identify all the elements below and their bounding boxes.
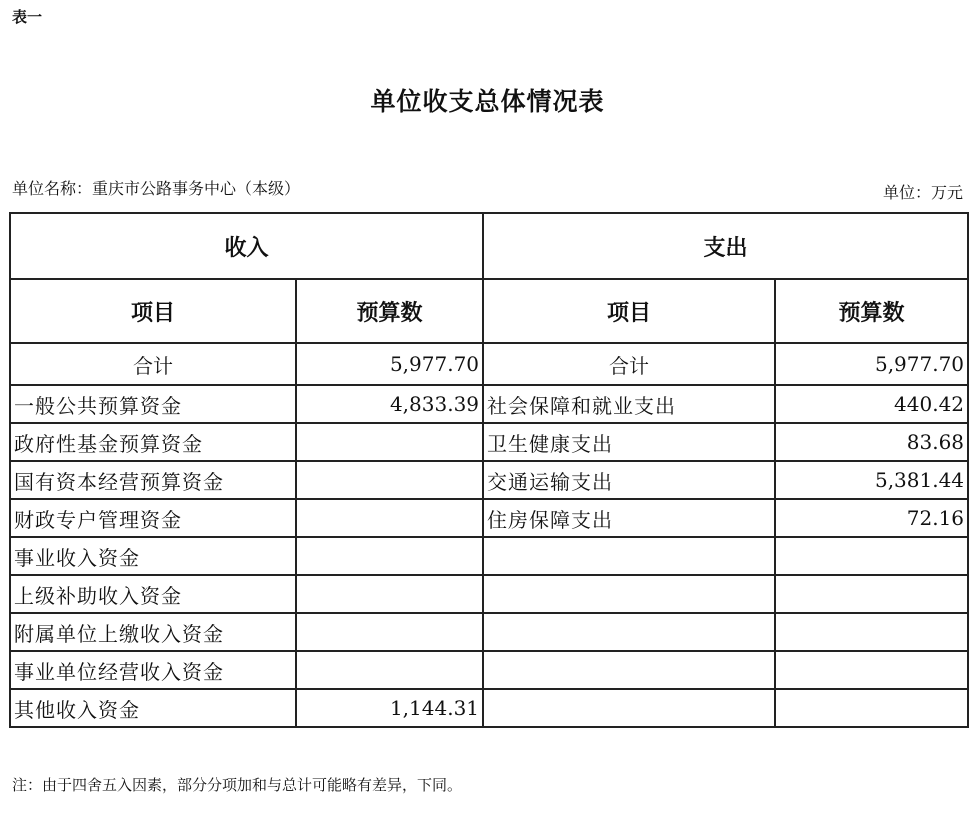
expense-item-cell: [483, 537, 775, 575]
table-number: 表一: [12, 8, 43, 26]
income-item-cell: 国有资本经营预算资金: [10, 461, 296, 499]
budget-table: [9, 212, 969, 728]
income-item-cell: 其他收入资金: [10, 689, 296, 727]
income-item-cell: 政府性基金预算资金: [10, 423, 296, 461]
expense-item-cell: 社会保障和就业支出: [483, 385, 775, 423]
budget-rows: [10, 385, 968, 727]
table-row: [10, 537, 968, 575]
expense-item-header: 项目: [483, 279, 775, 343]
expense-value-cell: [775, 613, 968, 651]
unit-name: 单位名称：重庆市公路事务中心（本级）: [12, 179, 301, 198]
income-item-cell: 一般公共预算资金: [10, 385, 296, 423]
income-value-cell: [296, 423, 483, 461]
expense-item-cell: [483, 689, 775, 727]
income-item-cell: 附属单位上缴收入资金: [10, 613, 296, 651]
table-row: [10, 461, 968, 499]
expense-total-label: 合计: [483, 343, 775, 385]
income-value-cell: [296, 575, 483, 613]
income-total-label: 合计: [10, 343, 296, 385]
income-item-header: 项目: [10, 279, 296, 343]
column-header-row: [10, 279, 968, 343]
footnote: 注：由于四舍五入因素，部分分项加和与总计可能略有差异，下同。: [12, 776, 463, 794]
expense-value-cell: [775, 651, 968, 689]
income-item-cell: 事业单位经营收入资金: [10, 651, 296, 689]
expense-item-cell: [483, 613, 775, 651]
income-value-cell: [296, 651, 483, 689]
table-row: [10, 651, 968, 689]
expense-value-cell: [775, 575, 968, 613]
expense-budget-header: 预算数: [775, 279, 968, 343]
expense-item-cell: 住房保障支出: [483, 499, 775, 537]
expense-value-cell: 72.16: [775, 499, 968, 537]
expense-value-cell: [775, 689, 968, 727]
income-item-cell: 上级补助收入资金: [10, 575, 296, 613]
income-budget-header: 预算数: [296, 279, 483, 343]
expense-total-value: 5,977.70: [775, 343, 968, 385]
income-item-cell: 事业收入资金: [10, 537, 296, 575]
income-total-value: 5,977.70: [296, 343, 483, 385]
expense-item-cell: 交通运输支出: [483, 461, 775, 499]
income-value-cell: [296, 461, 483, 499]
expense-item-cell: [483, 575, 775, 613]
expense-item-cell: 卫生健康支出: [483, 423, 775, 461]
page-title: 单位收支总体情况表: [370, 87, 605, 116]
income-header: 收入: [10, 213, 483, 279]
expense-value-cell: 83.68: [775, 423, 968, 461]
table-row: [10, 689, 968, 727]
table-row: [10, 423, 968, 461]
expense-value-cell: [775, 537, 968, 575]
income-value-cell: [296, 537, 483, 575]
expense-value-cell: 440.42: [775, 385, 968, 423]
income-value-cell: 1,144.31: [296, 689, 483, 727]
expense-header: 支出: [483, 213, 968, 279]
expense-item-cell: [483, 651, 775, 689]
income-value-cell: 4,833.39: [296, 385, 483, 423]
table-row: [10, 575, 968, 613]
section-header-row: [10, 213, 968, 279]
income-value-cell: [296, 499, 483, 537]
income-item-cell: 财政专户管理资金: [10, 499, 296, 537]
table-row: [10, 499, 968, 537]
unit-label: 单位：万元: [882, 183, 963, 202]
expense-value-cell: 5,381.44: [775, 461, 968, 499]
income-value-cell: [296, 613, 483, 651]
table-row: [10, 613, 968, 651]
table-row: [10, 385, 968, 423]
total-row: [10, 343, 968, 385]
